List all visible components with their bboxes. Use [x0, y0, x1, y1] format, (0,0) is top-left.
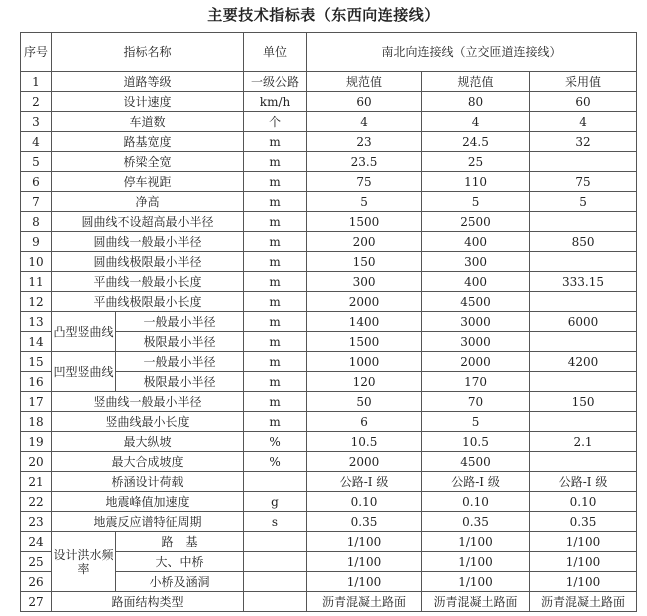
row-value-a: 60: [307, 92, 422, 112]
row-value-adopted: [530, 212, 637, 232]
table-row: [21, 512, 637, 532]
row-value-adopted: [530, 332, 637, 352]
row-unit: [244, 552, 307, 572]
row-seq: 13: [21, 312, 52, 332]
row-seq: 21: [21, 472, 52, 492]
row-seq: 9: [21, 232, 52, 252]
row-seq: 27: [21, 592, 52, 612]
row-seq: 14: [21, 332, 52, 352]
table-row: [21, 432, 637, 452]
row-value-b: 25: [422, 152, 530, 172]
row-subname: 一般最小半径: [116, 352, 244, 372]
table-row: [21, 172, 637, 192]
row-unit: m: [244, 352, 307, 372]
row-unit: m: [244, 232, 307, 252]
row-unit: [244, 592, 307, 612]
row-value-b: 4500: [422, 292, 530, 312]
row-value-b: 10.5: [422, 432, 530, 452]
row-seq: 3: [21, 112, 52, 132]
row-name: 停车视距: [52, 172, 244, 192]
row-unit: m: [244, 252, 307, 272]
row-value-a: 1/100: [307, 532, 422, 552]
row-name: 设计速度: [52, 92, 244, 112]
table-row: [21, 412, 637, 432]
row-unit: m: [244, 212, 307, 232]
row-value-b: 0.10: [422, 492, 530, 512]
table-row: [21, 192, 637, 212]
row-seq: 16: [21, 372, 52, 392]
row-unit: 一级公路: [244, 72, 307, 92]
row-seq: 8: [21, 212, 52, 232]
header-group: 南北向连接线（立交匝道连接线）: [307, 33, 637, 72]
row-value-b: 400: [422, 272, 530, 292]
table-row: [21, 72, 637, 92]
row-name: 最大纵坡: [52, 432, 244, 452]
row-value-a: 300: [307, 272, 422, 292]
row-value-adopted: 150: [530, 392, 637, 412]
row-name: 车道数: [52, 112, 244, 132]
row-value-b: 4500: [422, 452, 530, 472]
row-subname: 一般最小半径: [116, 312, 244, 332]
row-value-a: 公路-I 级: [307, 472, 422, 492]
table-row: [21, 92, 637, 112]
row-value-adopted: 5: [530, 192, 637, 212]
row-seq: 10: [21, 252, 52, 272]
row-name: 道路等级: [52, 72, 244, 92]
row-unit: m: [244, 192, 307, 212]
row-value-a: 23.5: [307, 152, 422, 172]
row-seq: 20: [21, 452, 52, 472]
row-value-adopted: 850: [530, 232, 637, 252]
row-value-adopted: 6000: [530, 312, 637, 332]
row-value-a: 1500: [307, 332, 422, 352]
row-seq: 15: [21, 352, 52, 372]
row-name: 路基宽度: [52, 132, 244, 152]
table-row: [21, 452, 637, 472]
table-row: [21, 312, 637, 332]
row-unit: m: [244, 332, 307, 352]
row-name: 桥涵设计荷载: [52, 472, 244, 492]
row-unit: m: [244, 392, 307, 412]
row-value-b: 70: [422, 392, 530, 412]
row-value-b: 170: [422, 372, 530, 392]
group-label-flood: 设计洪水频率: [52, 532, 116, 592]
table-row: [21, 472, 637, 492]
row-seq: 19: [21, 432, 52, 452]
table-row: [21, 112, 637, 132]
row-value-a: 50: [307, 392, 422, 412]
row-value-a: 规范值: [307, 72, 422, 92]
table-row: [21, 352, 637, 372]
row-seq: 11: [21, 272, 52, 292]
row-value-b: 1/100: [422, 572, 530, 592]
row-seq: 1: [21, 72, 52, 92]
row-value-b: 80: [422, 92, 530, 112]
row-unit: m: [244, 412, 307, 432]
row-value-b: 4: [422, 112, 530, 132]
table-row: [21, 212, 637, 232]
row-name: 平曲线一般最小长度: [52, 272, 244, 292]
row-value-adopted: 1/100: [530, 552, 637, 572]
row-value-adopted: 4200: [530, 352, 637, 372]
row-unit: s: [244, 512, 307, 532]
row-unit: m: [244, 372, 307, 392]
row-value-b: 400: [422, 232, 530, 252]
row-value-adopted: 1/100: [530, 572, 637, 592]
row-seq: 24: [21, 532, 52, 552]
row-subname: 极限最小半径: [116, 332, 244, 352]
row-unit: [244, 572, 307, 592]
row-value-adopted: 60: [530, 92, 637, 112]
row-unit: %: [244, 452, 307, 472]
row-seq: 18: [21, 412, 52, 432]
row-unit: %: [244, 432, 307, 452]
row-name: 地震反应谱特征周期: [52, 512, 244, 532]
row-seq: 23: [21, 512, 52, 532]
header-unit: 单位: [244, 33, 307, 72]
row-value-b: 3000: [422, 332, 530, 352]
row-value-adopted: [530, 372, 637, 392]
row-unit: [244, 532, 307, 552]
row-unit: g: [244, 492, 307, 512]
row-seq: 12: [21, 292, 52, 312]
row-value-a: 4: [307, 112, 422, 132]
table-row: [21, 392, 637, 412]
row-value-a: 2000: [307, 452, 422, 472]
row-subname: 极限最小半径: [116, 372, 244, 392]
row-value-a: 沥青混凝土路面: [307, 592, 422, 612]
row-value-b: 规范值: [422, 72, 530, 92]
row-subname: 小桥及涵洞: [116, 572, 244, 592]
table-row: [21, 292, 637, 312]
row-name: 路面结构类型: [52, 592, 244, 612]
row-seq: 25: [21, 552, 52, 572]
group-label-convex: 凸型竖曲线: [52, 312, 116, 352]
row-value-a: 5: [307, 192, 422, 212]
row-name: 最大合成坡度: [52, 452, 244, 472]
row-name: 桥梁全宽: [52, 152, 244, 172]
row-name: 平曲线极限最小长度: [52, 292, 244, 312]
row-name: 圆曲线不设超高最小半径: [52, 212, 244, 232]
row-value-b: 300: [422, 252, 530, 272]
row-value-b: 2500: [422, 212, 530, 232]
row-unit: m: [244, 292, 307, 312]
row-name: 圆曲线一般最小半径: [52, 232, 244, 252]
row-value-a: 150: [307, 252, 422, 272]
row-value-adopted: 333.15: [530, 272, 637, 292]
row-seq: 6: [21, 172, 52, 192]
row-seq: 22: [21, 492, 52, 512]
row-value-b: 5: [422, 412, 530, 432]
row-value-a: 1400: [307, 312, 422, 332]
row-name: 地震峰值加速度: [52, 492, 244, 512]
table-row: [21, 592, 637, 612]
row-value-b: 24.5: [422, 132, 530, 152]
row-unit: m: [244, 152, 307, 172]
row-value-a: 1/100: [307, 552, 422, 572]
row-name: 净高: [52, 192, 244, 212]
row-seq: 7: [21, 192, 52, 212]
row-seq: 2: [21, 92, 52, 112]
row-seq: 17: [21, 392, 52, 412]
row-unit: [244, 472, 307, 492]
row-value-adopted: 公路-I 级: [530, 472, 637, 492]
table-row: [21, 492, 637, 512]
row-value-adopted: [530, 412, 637, 432]
header-seq: 序号: [21, 33, 52, 72]
row-unit: m: [244, 132, 307, 152]
row-value-b: 0.35: [422, 512, 530, 532]
row-value-a: 1/100: [307, 572, 422, 592]
row-value-b: 110: [422, 172, 530, 192]
row-seq: 26: [21, 572, 52, 592]
row-value-b: 3000: [422, 312, 530, 332]
row-value-a: 23: [307, 132, 422, 152]
row-value-b: 1/100: [422, 532, 530, 552]
row-value-a: 2000: [307, 292, 422, 312]
row-value-a: 200: [307, 232, 422, 252]
row-value-adopted: 75: [530, 172, 637, 192]
row-value-a: 1500: [307, 212, 422, 232]
row-value-adopted: [530, 252, 637, 272]
row-value-adopted: [530, 152, 637, 172]
row-value-adopted: 0.10: [530, 492, 637, 512]
row-value-adopted: 2.1: [530, 432, 637, 452]
row-name: 圆曲线极限最小半径: [52, 252, 244, 272]
row-value-adopted: 32: [530, 132, 637, 152]
table-row: [21, 532, 637, 552]
row-value-adopted: 4: [530, 112, 637, 132]
row-value-a: 6: [307, 412, 422, 432]
table-row: [21, 272, 637, 292]
row-value-a: 10.5: [307, 432, 422, 452]
row-value-adopted: 采用值: [530, 72, 637, 92]
row-value-adopted: 1/100: [530, 532, 637, 552]
row-subname: 大、中桥: [116, 552, 244, 572]
row-value-a: 120: [307, 372, 422, 392]
row-name: 竖曲线一般最小半径: [52, 392, 244, 412]
row-name: 竖曲线最小长度: [52, 412, 244, 432]
header-row: [21, 33, 637, 72]
row-value-adopted: 0.35: [530, 512, 637, 532]
row-value-a: 75: [307, 172, 422, 192]
row-value-a: 1000: [307, 352, 422, 372]
row-value-adopted: 沥青混凝土路面: [530, 592, 637, 612]
row-unit: m: [244, 272, 307, 292]
group-label-concave: 凹型竖曲线: [52, 352, 116, 392]
row-value-a: 0.35: [307, 512, 422, 532]
table-title: 主要技术指标表（东西向连接线）: [207, 6, 440, 24]
row-unit: m: [244, 172, 307, 192]
row-seq: 4: [21, 132, 52, 152]
row-value-b: 公路-I 级: [422, 472, 530, 492]
row-value-adopted: [530, 452, 637, 472]
row-subname: 路 基: [116, 532, 244, 552]
row-value-b: 沥青混凝土路面: [422, 592, 530, 612]
table-row: [21, 152, 637, 172]
header-name: 指标名称: [52, 33, 244, 72]
row-value-adopted: [530, 292, 637, 312]
row-value-a: 0.10: [307, 492, 422, 512]
row-seq: 5: [21, 152, 52, 172]
table-row: [21, 232, 637, 252]
row-value-b: 2000: [422, 352, 530, 372]
row-value-b: 1/100: [422, 552, 530, 572]
row-unit: km/h: [244, 92, 307, 112]
tech-index-table: [20, 32, 637, 612]
table-row: [21, 132, 637, 152]
table-row: [21, 252, 637, 272]
row-value-b: 5: [422, 192, 530, 212]
row-unit: m: [244, 312, 307, 332]
row-unit: 个: [244, 112, 307, 132]
